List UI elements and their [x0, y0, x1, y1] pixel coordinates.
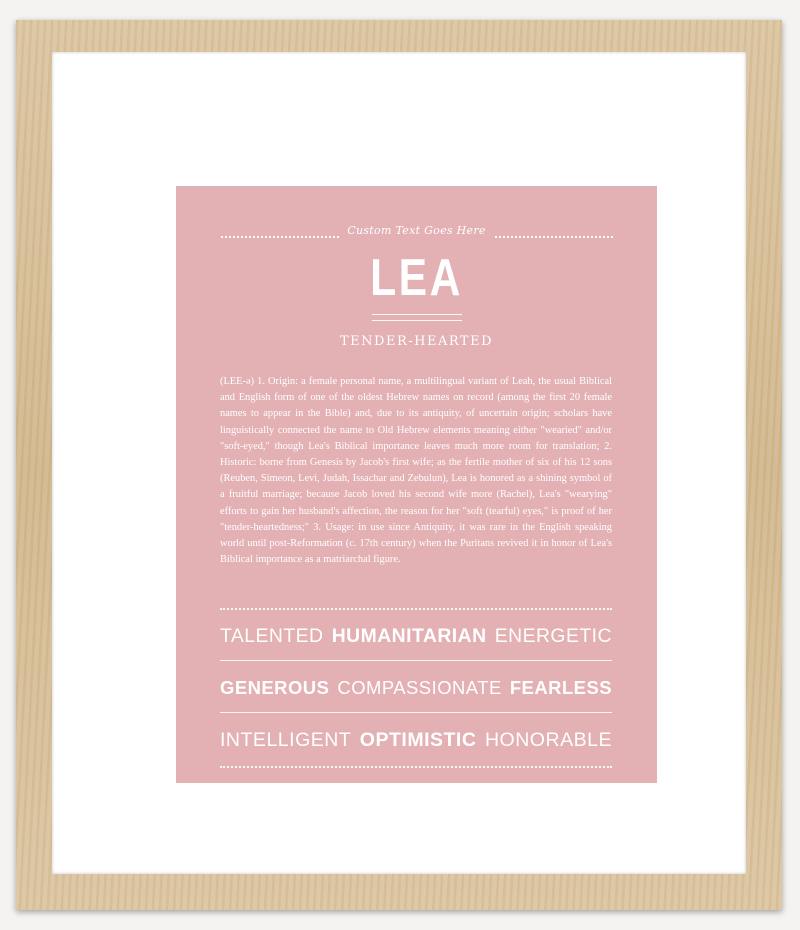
trait-word: INTELLIGENT — [220, 728, 352, 751]
name-print — [176, 186, 657, 783]
dotted-divider-right — [495, 236, 613, 238]
name-underline — [372, 314, 462, 315]
trait-word: HONORABLE — [484, 728, 612, 751]
trait-row — [220, 618, 612, 654]
custom-text: Custom Text Goes Here — [347, 224, 486, 237]
trait-row — [220, 722, 612, 758]
name-underline-second — [372, 320, 462, 321]
custom-text-row — [176, 224, 657, 244]
dotted-separator-bottom — [220, 766, 612, 768]
trait-word: COMPASSIONATE — [337, 677, 502, 698]
name-definition: (LEE-ə) 1. Origin: a female personal name, a multilingual variant of Leah, the usual Biblical and English form of one of the oldest Hebrew names on record (among the first 20 female names to appear in the Bible) and, due to its antiquity, of uncertain origin; scholars have linguistically connected the name to Old Hebrew elements meaning either "wearied" and/or "soft-eyed," though Lea's Biblical importance leaves much more room for translation; 2. Historic: borne from Genesis by Jacob's first wife; as the fertile mother of six of his 12 sons (Reuben, Simeon, Levi, Judah, Issachar and Zebulun), Lea is honored as a shining symbol of a fruitful marriage; because Jacob loved his second wife more (Rachel), Lea's "wearying" efforts to gain her husband's affection, the reason for her "soft (tearful) eyes," is proof of her "tender-heartedness;" 3. Usage: in use since Antiquity, it was rare in the English speaking world until post-Reformation (c. 17th century) when the Puritans revived it in honor of Lea's Biblical importance as a matriarchal figure. — [220, 376, 612, 566]
wood-frame — [16, 20, 782, 910]
trait-word: HUMANITARIAN — [331, 624, 487, 647]
trait-word: GENEROUS — [220, 677, 330, 698]
dotted-separator-top — [220, 608, 612, 610]
name-meaning: TENDER-HEARTED — [340, 334, 493, 349]
trait-word: OPTIMISTIC — [359, 728, 477, 751]
trait-word: FEARLESS — [509, 677, 612, 698]
white-mat — [52, 52, 746, 874]
trait-row — [220, 670, 612, 706]
trait-word: ENERGETIC — [494, 624, 612, 647]
trait-row-divider — [220, 660, 612, 661]
name-title: LEA — [370, 249, 463, 307]
trait-word: TALENTED — [220, 624, 324, 647]
trait-row-divider — [220, 712, 612, 713]
